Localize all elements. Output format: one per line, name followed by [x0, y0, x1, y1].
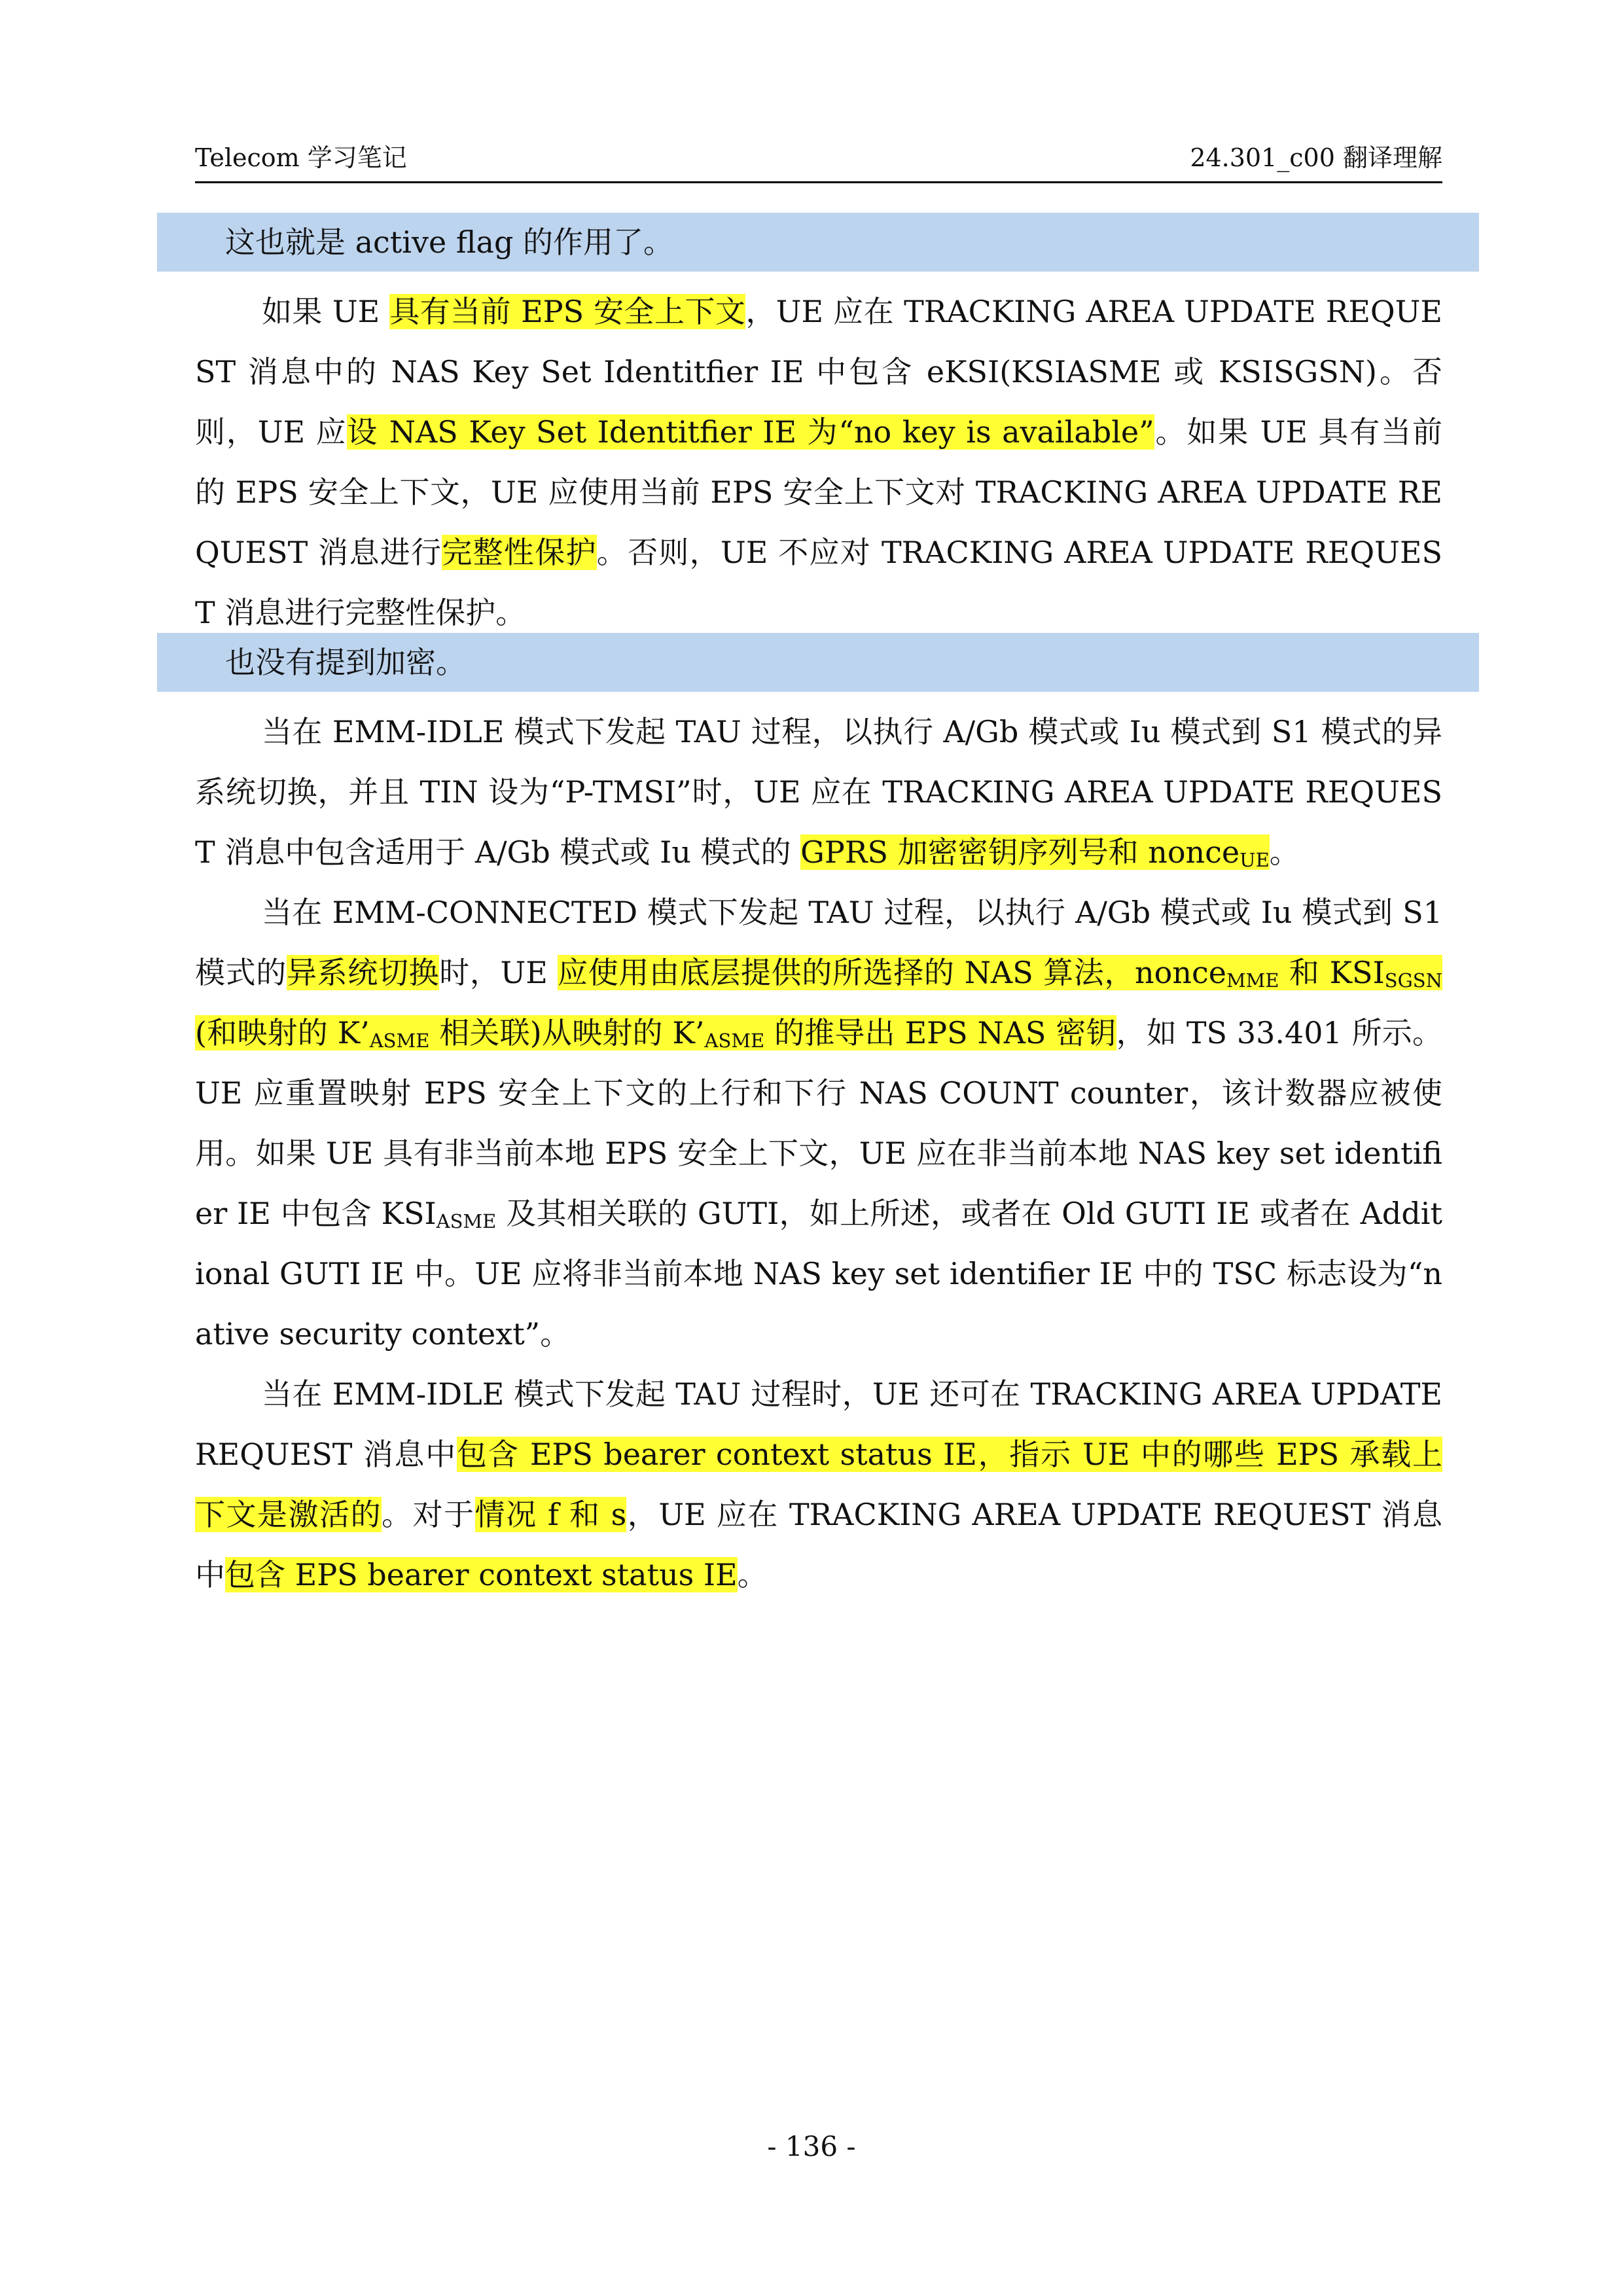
text-run: GPRS 加密密钥序列号和 nonce: [800, 834, 1240, 870]
subscript: ASME: [436, 1210, 497, 1232]
paragraph: [195, 882, 1442, 1364]
highlight: 设 NAS Key Set Identitfier IE 为“no key is available”: [347, 414, 1154, 450]
text-run: 应使用由底层提供的所选择的 NAS 算法，nonce: [558, 955, 1226, 990]
subscript: MME: [1226, 969, 1279, 992]
text-run: 当在 EMM-CONNECTED 模式下发起 TAU 过程，以执行 A/Gb 模式或 Iu 模式到 S1 模式的: [195, 895, 1442, 990]
text-run: 。: [1269, 834, 1300, 870]
subscript: ASME: [704, 1030, 765, 1052]
text-run: 当在 EMM-IDLE 模式下发起 TAU 过程，以执行 A/Gb 模式或 Iu 模式到 S1 模式的异系统切换，并且 TIN 设为“P-TMSI”时，UE 应在 TRACKING AREA UPDATE REQUEST 消息中包含适用于 A/Gb 模式或 Iu 模式的: [195, 714, 1442, 870]
body-section-2: [195, 702, 1442, 1605]
text-run: 如果 UE: [262, 294, 390, 329]
highlight: 包含 EPS bearer context status IE，指示 UE 中的哪些 EPS 承载上下文是激活的: [195, 1437, 1442, 1532]
text-run: 。否则，UE 不应对 TRACKING AREA UPDATE REQUEST 消息进行完整性保护。: [195, 535, 1442, 630]
highlight: 情况 f 和 s: [474, 1497, 627, 1532]
text-run: ，UE 应在 TRACKING AREA UPDATE REQUEST 消息中: [195, 1497, 1443, 1592]
text-run: 当在 EMM-IDLE 模式下发起 TAU 过程时，UE 还可在 TRACKING AREA UPDATE REQUEST 消息中: [195, 1376, 1442, 1472]
highlight: [800, 834, 1270, 870]
text-run: 。如果 UE 具有当前的 EPS 安全上下文，UE 应使用当前 EPS 安全上下文对 TRACKING AREA UPDATE REQUEST 消息进行: [195, 414, 1442, 570]
highlight: 完整性保护: [442, 535, 597, 570]
page-header: [195, 134, 1442, 183]
text-run: 及其相关联的 GUTI，如上所述，或者在 Old GUTI IE 或者在 Additional GUTI IE 中。UE 应将非当前本地 NAS key set identifier IE 中的 TSC 标志设为“native security context”。: [195, 1196, 1442, 1352]
note-bar: [157, 213, 1479, 272]
text-run: (和映射的 K’: [195, 1015, 370, 1050]
note-text: 也没有提到加密。: [225, 645, 466, 680]
paragraph: [195, 702, 1442, 882]
header-doc-ref: 24.301_c00 翻译理解: [1190, 143, 1442, 172]
subscript: UE: [1240, 849, 1270, 871]
highlight: 包含 EPS bearer context status IE: [225, 1557, 738, 1592]
text-run: 。: [737, 1557, 768, 1592]
paragraph: [195, 1364, 1442, 1605]
paragraph: [195, 281, 1442, 643]
highlight: 异系统切换: [286, 955, 440, 990]
header-title: Telecom 学习笔记: [195, 143, 407, 172]
text-run: ，UE 应在 TRACKING AREA UPDATE REQUEST 消息中的 NAS Key Set Identitfier IE 中包含 eKSI(KSIASME 或 KSISGSN)。否则，UE 应: [195, 294, 1442, 450]
text-run: 。对于: [382, 1497, 475, 1532]
note-text: 这也就是 active flag 的作用了。: [225, 224, 674, 260]
subscript: ASME: [369, 1030, 430, 1052]
text-run: 相关联)从映射的 K’: [429, 1015, 705, 1050]
text-run: 的推导出 EPS NAS 密钥: [764, 1015, 1116, 1050]
subscript: SGSN: [1384, 969, 1443, 992]
text-run: 时，UE: [439, 955, 558, 990]
highlight: 具有当前 EPS 安全上下文: [389, 294, 746, 329]
note-bar: [157, 633, 1479, 692]
page-number: - 136 -: [767, 2130, 856, 2162]
text-run: ，如 TS 33.401 所示。UE 应重置映射 EPS 安全上下文的上行和下行 NAS COUNT counter，该计数器应被使用。如果 UE 具有非当前本地 EPS 安全上下文，UE 应在非当前本地 NAS key set identifier IE 中包含 KSI: [195, 1015, 1443, 1231]
body-section-1: [195, 281, 1442, 643]
text-run: 和 KSI: [1279, 955, 1385, 990]
